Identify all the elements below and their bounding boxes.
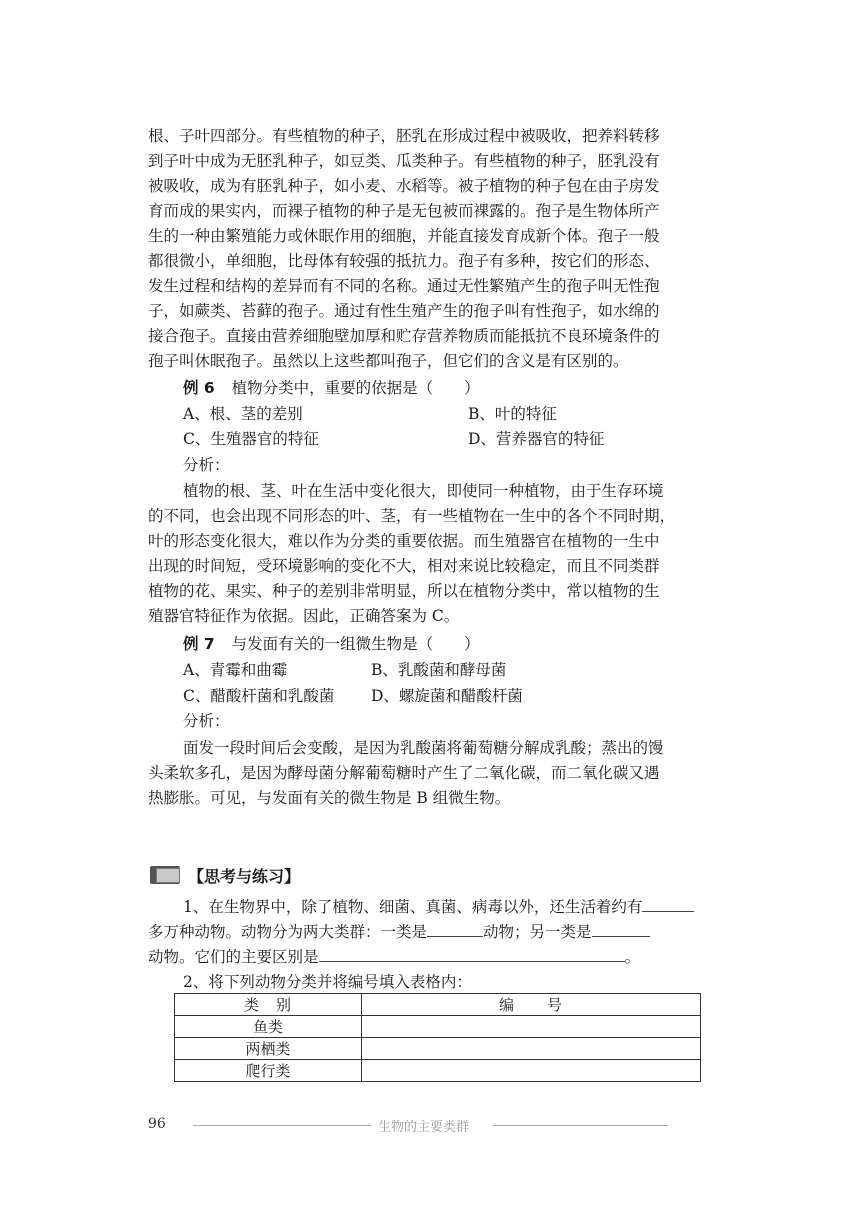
page-footer xyxy=(148,1113,718,1137)
question-text: 1、在生物界中，除了植物、细菌、真菌、病毒以外，还生活着约有 xyxy=(183,898,643,916)
text-line: 头柔软多孔，是因为酵母菌分解葡萄糖时产生了二氧化碳，而二氧化碳又遇 xyxy=(148,764,660,782)
question-text: 动物；另一类是 xyxy=(483,923,592,941)
text-line: 面发一段时间后会变酸，是因为乳酸菌将葡萄糖分解成乳酸；蒸出的馒 xyxy=(183,739,664,757)
question-text: 植物分类中，重要的依据是（ ） xyxy=(231,379,480,397)
text-line: 都很微小，单细胞，比母体有较强的抵抗力。孢子有多种，按它们的形态、 xyxy=(148,252,660,270)
practice-title: 【思考与练习】 xyxy=(188,866,301,886)
question-1-line-1 xyxy=(183,895,694,920)
answer-cell[interactable] xyxy=(362,1016,701,1038)
text-line: 接合孢子。直接由营养细胞壁加厚和贮存营养物质而能抵抗不良环境条件的 xyxy=(148,327,660,345)
text-line: 叶的形态变化很大，难以作为分类的重要依据。而生殖器官在植物的一生中 xyxy=(148,532,660,550)
text-line: 孢子叫休眠孢子。虽然以上这些都叫孢子，但它们的含义是有区别的。 xyxy=(148,352,629,370)
text-line: 植物的花、果实、种子的差别非常明显，所以在植物分类中，常以植物的生 xyxy=(148,582,660,600)
footer-rule xyxy=(493,1125,668,1126)
text-line: 到子叶中成为无胚乳种子，如豆类、瓜类种子。有些植物的种子，胚乳没有 xyxy=(148,152,660,170)
question-2: 2、将下列动物分类并将编号填入表格内： xyxy=(183,973,472,991)
text-line: 根、子叶四部分。有些植物的种子，胚乳在形成过程中被吸收，把养料转移 xyxy=(148,127,660,145)
classification-table xyxy=(174,993,701,1082)
text-line: 子，如蕨类、苔藓的孢子。通过有性生殖产生的孢子叫有性孢子，如水绵的 xyxy=(148,302,660,320)
answer-blank[interactable] xyxy=(427,922,483,937)
table-row xyxy=(175,1038,701,1060)
answer-cell[interactable] xyxy=(362,1038,701,1060)
analysis-label: 分析： xyxy=(183,712,230,730)
practice-header xyxy=(150,862,300,888)
example-question xyxy=(183,632,480,657)
example-label: 例 6 xyxy=(183,379,215,397)
answer-blank[interactable] xyxy=(592,922,650,937)
example-label: 例 7 xyxy=(183,635,215,653)
column-header: 编 号 xyxy=(362,994,701,1016)
column-header: 类 别 xyxy=(175,994,362,1016)
footer-title: 生物的主要类群 xyxy=(378,1120,470,1135)
text-line: 殖器官特征作为依据。因此，正确答案为 C。 xyxy=(148,607,460,625)
page-number: 96 xyxy=(148,1116,166,1132)
text-line: 被吸收，成为有胚乳种子，如小麦、水稻等。被子植物的种子包在由子房发 xyxy=(148,177,660,195)
question-text: 多万种动物。动物分为两大类群：一类是 xyxy=(148,923,428,941)
option-b: B、乳酸菌和酵母菌 xyxy=(371,661,507,679)
table-row xyxy=(175,1016,701,1038)
answer-blank[interactable] xyxy=(319,947,625,962)
answer-blank[interactable] xyxy=(642,897,694,912)
text-line: 生的一种由繁殖能力或休眠作用的细胞，并能直接发育成新个体。孢子一般 xyxy=(148,227,660,245)
example-question xyxy=(183,376,480,401)
text-line: 热膨胀。可见，与发面有关的微生物是 B 组微生物。 xyxy=(148,789,511,807)
table-header-row xyxy=(175,994,701,1016)
analysis-label: 分析： xyxy=(183,456,230,474)
option-c: C、醋酸杆菌和乳酸菌 xyxy=(183,687,335,705)
question-text: 与发面有关的一组微生物是（ ） xyxy=(231,635,480,653)
text-line: 育而成的果实内，而裸子植物的种子是无包被而裸露的。孢子是生物体所产 xyxy=(148,202,660,220)
option-a: A、根、茎的差别 xyxy=(183,405,303,423)
table-cell: 爬行类 xyxy=(175,1060,362,1082)
option-d: D、营养器官的特征 xyxy=(468,430,605,448)
option-d: D、螺旋菌和醋酸杆菌 xyxy=(371,687,523,705)
footer-rule xyxy=(193,1125,371,1126)
table-cell: 鱼类 xyxy=(175,1016,362,1038)
folder-icon xyxy=(150,864,184,886)
text-line: 植物的根、茎、叶在生活中变化很大，即使同一种植物，由于生存环境 xyxy=(183,482,664,500)
question-text: 。 xyxy=(624,948,641,966)
table-cell: 两栖类 xyxy=(175,1038,362,1060)
text-line: 发生过程和结构的差异而有不同的名称。通过无性繁殖产生的孢子叫无性孢 xyxy=(148,277,660,295)
option-b: B、叶的特征 xyxy=(468,405,557,423)
question-1-line-2 xyxy=(148,920,650,945)
table-row xyxy=(175,1060,701,1082)
question-text: 动物。它们的主要区别是 xyxy=(148,948,319,966)
text-line: 的不同，也会出现不同形态的叶、茎，有一些植物在一生中的各个不同时期， xyxy=(148,507,676,525)
answer-cell[interactable] xyxy=(362,1060,701,1082)
option-a: A、青霉和曲霉 xyxy=(183,661,288,679)
question-1-line-3 xyxy=(148,945,640,970)
text-line: 出现的时间短，受环境影响的变化不大，相对来说比较稳定，而且不同类群 xyxy=(148,557,660,575)
option-c: C、生殖器官的特征 xyxy=(183,430,319,448)
